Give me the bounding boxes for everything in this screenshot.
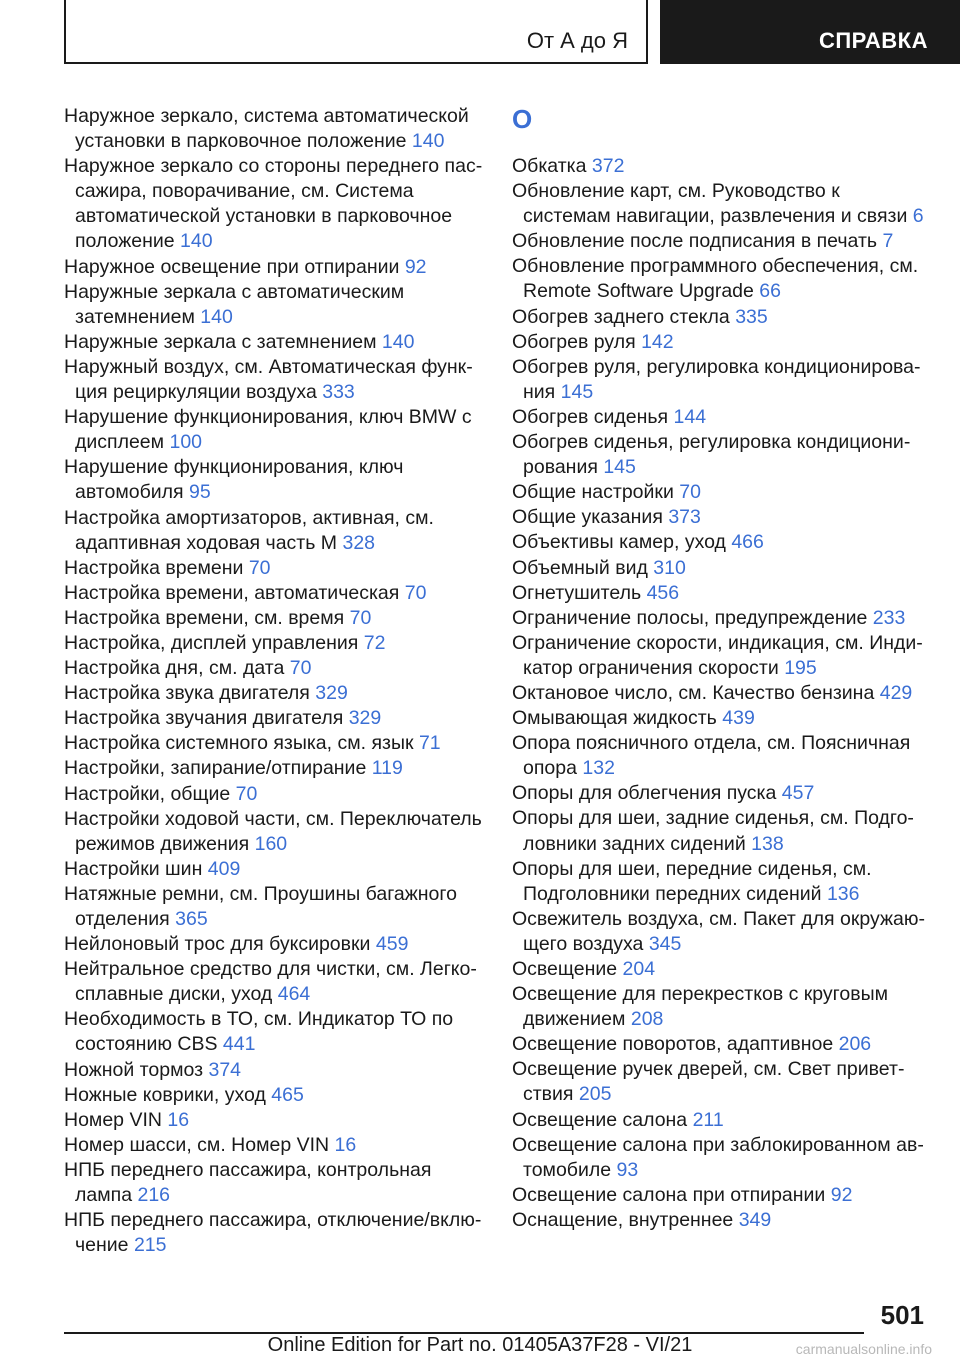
index-entry-text: Настройка времени (64, 556, 244, 579)
index-entry-page-link[interactable]: 439 (722, 707, 755, 730)
index-entry-text: Обогрев руля (512, 330, 636, 353)
index-entry-page-link[interactable]: 16 (334, 1133, 357, 1156)
index-entry-page-link[interactable]: 365 (175, 908, 208, 930)
index-entry-text: Натяжные ремни, см. Проушины багажного отделения (64, 882, 457, 930)
index-entry-text: Октановое число, см. Качество бензина (512, 681, 875, 704)
index-entry-page-link[interactable]: 6 (912, 205, 924, 228)
index-entry (64, 857, 484, 882)
index-entry-text: Настройка дня, см. дата (64, 657, 285, 680)
index-entry (512, 530, 932, 555)
index-entry (64, 104, 484, 154)
footer-edition: Online Edition for Part no. 01405A37F28 - VI/21 (267, 1334, 693, 1356)
index-entry (512, 505, 932, 530)
index-entry (64, 405, 484, 455)
index-entry-page-link[interactable]: 66 (759, 280, 781, 303)
index-entry-text: Огнетушитель (512, 581, 642, 604)
index-entry-text: Освещение ручек дверей, см. Свет приветствия (512, 1058, 905, 1106)
index-entry (64, 506, 484, 556)
index-entry-page-link[interactable]: 310 (653, 556, 686, 579)
index-entry-text: Наружные зеркала с автоматическим затемнением (64, 280, 405, 328)
index-entry-page-link[interactable]: 374 (208, 1058, 242, 1081)
index-entry-text: Номер шасси, см. Номер VIN (64, 1133, 330, 1156)
index-entry-page-link[interactable]: 140 (180, 230, 213, 253)
index-entry-page-link[interactable]: 216 (137, 1184, 171, 1207)
index-entry-text: Настройки ходовой части, см. Переключатель режимов движения (64, 807, 482, 855)
index-entry-page-link[interactable]: 409 (207, 857, 241, 880)
index-entry-page-link[interactable]: 373 (668, 506, 701, 529)
index-column-left (64, 104, 484, 1258)
index-entry-text: Освещение салона (512, 1108, 688, 1131)
index-entry-page-link[interactable]: 140 (381, 330, 415, 353)
index-entry-text: Общие указания (512, 506, 663, 529)
index-entry-text: Оснащение, внутреннее (512, 1208, 734, 1231)
index-entry-text: Настройки, общие (64, 782, 231, 805)
index-entry-page-link[interactable]: 71 (418, 732, 441, 755)
index-entry-page-link[interactable]: 70 (349, 606, 372, 629)
index-entry (64, 1083, 484, 1108)
watermark: carmanualsonline.info (795, 1341, 932, 1357)
index-entry (64, 154, 484, 254)
index-entry-page-link[interactable]: 7 (882, 230, 894, 253)
index-entry-text: Объемный вид (512, 556, 648, 579)
index-entry (512, 254, 932, 304)
index-entry (64, 280, 484, 330)
index-entry (512, 480, 932, 505)
index-entry-text: Общие настройки (512, 481, 674, 504)
index-entry-text: Освежитель воздуха, см. Пакет для окружающего воздуха (512, 907, 925, 955)
header-chapter-tab (660, 0, 960, 64)
index-entry-text: Опора поясничного отдела, см. Поясничная опора (512, 732, 911, 780)
index-entry-text: Нарушение функционирования, ключ автомобиля (64, 456, 404, 504)
index-entry-page-link[interactable]: 145 (560, 380, 594, 403)
header-section-tab (64, 0, 648, 64)
index-entry-page-link[interactable]: 100 (169, 431, 203, 454)
index-entry-text: Опоры для шеи, задние сиденья, см. Подголовники задних сидений (512, 807, 914, 855)
index-entry-page-link[interactable]: 145 (603, 456, 636, 479)
index-entry (64, 706, 484, 731)
index-entry (512, 556, 932, 581)
index-entry-page-link[interactable]: 441 (222, 1033, 256, 1056)
index-entry (512, 1108, 932, 1133)
index-entry-page-link[interactable]: 464 (277, 983, 311, 1006)
index-entry-page-link[interactable]: 195 (784, 656, 817, 679)
index-entry-page-link[interactable]: 335 (735, 305, 768, 328)
index-entry-page-link[interactable]: 215 (133, 1234, 167, 1257)
index-entry-text: Освещение салона при заблокированном автомобиле (512, 1133, 924, 1181)
index-entry-page-link[interactable]: 465 (271, 1083, 304, 1106)
index-entry-page-link[interactable]: 160 (254, 832, 288, 855)
index-entry-text: Обогрев сиденья, регулировка кондиционирования (512, 431, 911, 479)
index-entry (64, 756, 484, 781)
index-entry-page-link[interactable]: 456 (646, 581, 680, 604)
index-entry (64, 656, 484, 681)
index-entry (64, 782, 484, 807)
index-entry (512, 606, 932, 631)
index-entry (512, 1032, 932, 1057)
index-entry-text: Наружное освещение при отпирании (64, 255, 400, 278)
index-entry (512, 857, 932, 907)
index-entry (512, 1133, 932, 1183)
index-entry-text: НПБ переднего пассажира, контрольная лампа (64, 1158, 432, 1207)
index-entry (64, 1007, 484, 1057)
index-entry-page-link[interactable]: 70 (235, 782, 258, 805)
index-entry-page-link[interactable]: 70 (404, 581, 427, 604)
index-entry (512, 806, 932, 856)
index-entry-page-link[interactable]: 233 (872, 606, 906, 629)
index-entry-page-link[interactable]: 138 (751, 832, 784, 855)
index-entry-text: Настройка системного языка, см. язык (64, 732, 414, 755)
index-entry-page-link[interactable]: 333 (322, 381, 355, 404)
index-entry-text: Ножные коврики, уход (64, 1083, 266, 1106)
index-entry (64, 606, 484, 631)
index-entry-page-link[interactable]: 140 (200, 305, 233, 328)
index-entry-page-link[interactable]: 119 (371, 757, 403, 780)
index-entry (64, 355, 484, 405)
index-entry (512, 229, 932, 254)
index-entry (512, 330, 932, 355)
index-entry (512, 957, 932, 982)
index-entry-page-link[interactable]: 211 (692, 1108, 724, 1131)
index-entry (64, 581, 484, 606)
index-entry-text: Нейтральное средство для чистки, см. Легкосплавные диски, уход (64, 958, 477, 1006)
index-entry (64, 1208, 484, 1258)
index-entry (64, 957, 484, 1007)
header-chapter-label: СПРАВКА (818, 28, 928, 53)
index-entry (512, 706, 932, 731)
index-entry-page-link[interactable]: 328 (342, 531, 376, 554)
index-entry (512, 1057, 932, 1107)
index-entry-text: Наружные зеркала с затемнением (64, 330, 377, 353)
index-entry-text: Ножной тормоз (64, 1058, 204, 1081)
index-entry-text: Наружное зеркало, система автоматической установки в парковочное положение (64, 105, 469, 153)
index-entry-text: Опоры для шеи, передние сиденья, см. Подголовники передних сидений (512, 857, 872, 905)
index-entry-page-link[interactable]: 136 (826, 882, 860, 905)
index-entry-page-link[interactable]: 204 (622, 958, 656, 980)
index-entry-page-link[interactable]: 144 (673, 405, 707, 428)
index-entry-text: Настройки, запирание/отпирание (64, 757, 367, 780)
index-entry-text: Ограничение скорости, индикация, см. Индикатор ограничения скорости (512, 631, 923, 679)
index-entry-page-link[interactable]: 16 (167, 1108, 190, 1131)
index-entry-page-link[interactable]: 329 (348, 707, 382, 730)
index-entry-text: Освещение салона при отпирании (512, 1183, 826, 1206)
index-entry (64, 1058, 484, 1083)
index-entry-page-link[interactable]: 457 (781, 782, 815, 805)
index-entry-page-link[interactable]: 95 (189, 481, 211, 504)
index-entry-page-link[interactable]: 429 (879, 681, 913, 704)
index-entry (512, 631, 932, 681)
index-entry (64, 330, 484, 355)
index-entry-page-link[interactable]: 93 (616, 1158, 639, 1181)
index-list-right (512, 154, 932, 1233)
index-entry-page-link[interactable]: 72 (363, 631, 386, 654)
index-entry-text: Обновление карт, см. Руководство к системам навигации, развлечения и связи (512, 180, 908, 228)
index-entry-text: Обкатка (512, 155, 587, 177)
index-entry-text: Освещение для перекрестков с круговым движением (512, 983, 888, 1031)
index-entry (64, 1133, 484, 1158)
index-entry-page-link[interactable]: 372 (591, 155, 625, 177)
index-entry-text: Настройка, дисплей управления (64, 631, 359, 654)
index-entry-text: Настройка времени, автоматическая (64, 581, 400, 604)
index-entry (512, 731, 932, 781)
index-entry-text: Необходимость в ТО, см. Индикатор ТО по состоянию CBS (64, 1008, 454, 1056)
index-entry-text: Настройка звука двигателя (64, 682, 310, 705)
index-entry-page-link[interactable]: 208 (630, 1008, 664, 1031)
index-entry (64, 681, 484, 706)
index-entry-page-link[interactable]: 205 (578, 1083, 612, 1106)
index-entry (64, 731, 484, 756)
index-entry-page-link[interactable]: 70 (248, 556, 271, 579)
index-entry-text: Обогрев сиденья (512, 405, 669, 428)
index-entry-text: Настройка амортизаторов, активная, см. адаптивная ходовая часть M (64, 506, 434, 554)
index-entry-page-link[interactable]: 142 (641, 330, 674, 353)
index-entry (512, 430, 932, 480)
index-entry (64, 1158, 484, 1208)
header-section-label: От А до Я (526, 28, 628, 53)
index-entry (64, 255, 484, 280)
index-entry-page-link[interactable]: 329 (315, 682, 348, 705)
index-entry (64, 882, 484, 932)
index-entry-page-link[interactable]: 132 (582, 757, 615, 780)
index-entry (512, 405, 932, 430)
index-entry (512, 1183, 932, 1208)
index-entry (64, 807, 484, 857)
index-entry (512, 581, 932, 606)
index-entry-text: Освещение поворотов, адаптивное (512, 1033, 834, 1056)
index-entry-text: Наружный воздух, см. Автоматическая функция рециркуляции воздуха (64, 355, 473, 404)
index-entry-text: Настройка времени, см. время (64, 606, 345, 629)
index-entry (512, 982, 932, 1032)
index-entry-text: Настройки шин (64, 857, 203, 880)
index-letter-heading: O (512, 104, 533, 134)
index-entry-text: Обогрев руля, регулировка кондиционирования (512, 355, 921, 403)
index-entry-page-link[interactable]: 206 (838, 1033, 872, 1056)
index-entry (512, 179, 932, 229)
index-entry (64, 556, 484, 581)
index-entry-text: Наружное зеркало со стороны переднего пассажира, поворачивание, см. Система автоматической установки в парковочное положение (64, 155, 483, 253)
index-entry-text: Нарушение функционирования, ключ BMW с дисплеем (64, 406, 472, 454)
index-entry-text: Настройка звучания двигателя (64, 707, 344, 730)
index-entry-text: Обновление программного обеспечения, см. Remote Software Upgrade (512, 255, 919, 303)
index-entry (512, 681, 932, 706)
index-entry-text: Опоры для облегчения пуска (512, 782, 777, 805)
index-entry-page-link[interactable]: 70 (679, 481, 701, 504)
index-entry-text: Нейлоновый трос для буксировки (64, 933, 371, 956)
index-entry (512, 305, 932, 330)
index-entry (512, 355, 932, 405)
index-entry (64, 932, 484, 957)
index-entry (512, 154, 932, 179)
index-entry-text: Номер VIN (64, 1108, 162, 1131)
index-entry-page-link[interactable]: 92 (830, 1183, 853, 1206)
index-entry-text: Ограничение полосы, предупреждение (512, 606, 868, 629)
index-entry-text: Освещение (512, 958, 618, 980)
index-column-right (512, 104, 932, 1233)
index-entry-text: Объективы камер, уход (512, 531, 726, 554)
index-entry-page-link[interactable]: 70 (289, 657, 312, 680)
index-entry-page-link[interactable]: 345 (648, 932, 682, 955)
index-entry (64, 1108, 484, 1133)
index-entry-text: Омывающая жидкость (512, 707, 717, 730)
index-entry-text: Обновление после подписания в печать (512, 230, 878, 253)
index-entry (64, 455, 484, 505)
index-entry-page-link[interactable]: 92 (404, 255, 427, 278)
index-entry-page-link[interactable]: 466 (731, 531, 764, 554)
index-entry-text: НПБ переднего пассажира, отключение/включение (64, 1209, 482, 1257)
index-entry-text: Обогрев заднего стекла (512, 305, 730, 328)
index-entry (512, 1208, 932, 1233)
index-entry-page-link[interactable]: 140 (411, 130, 445, 153)
index-entry (512, 781, 932, 806)
page-number: 501 (880, 1300, 924, 1330)
index-entry-page-link[interactable]: 459 (375, 933, 409, 956)
index-entry-page-link[interactable]: 349 (738, 1208, 772, 1231)
index-entry (64, 631, 484, 656)
index-entry (512, 907, 932, 957)
